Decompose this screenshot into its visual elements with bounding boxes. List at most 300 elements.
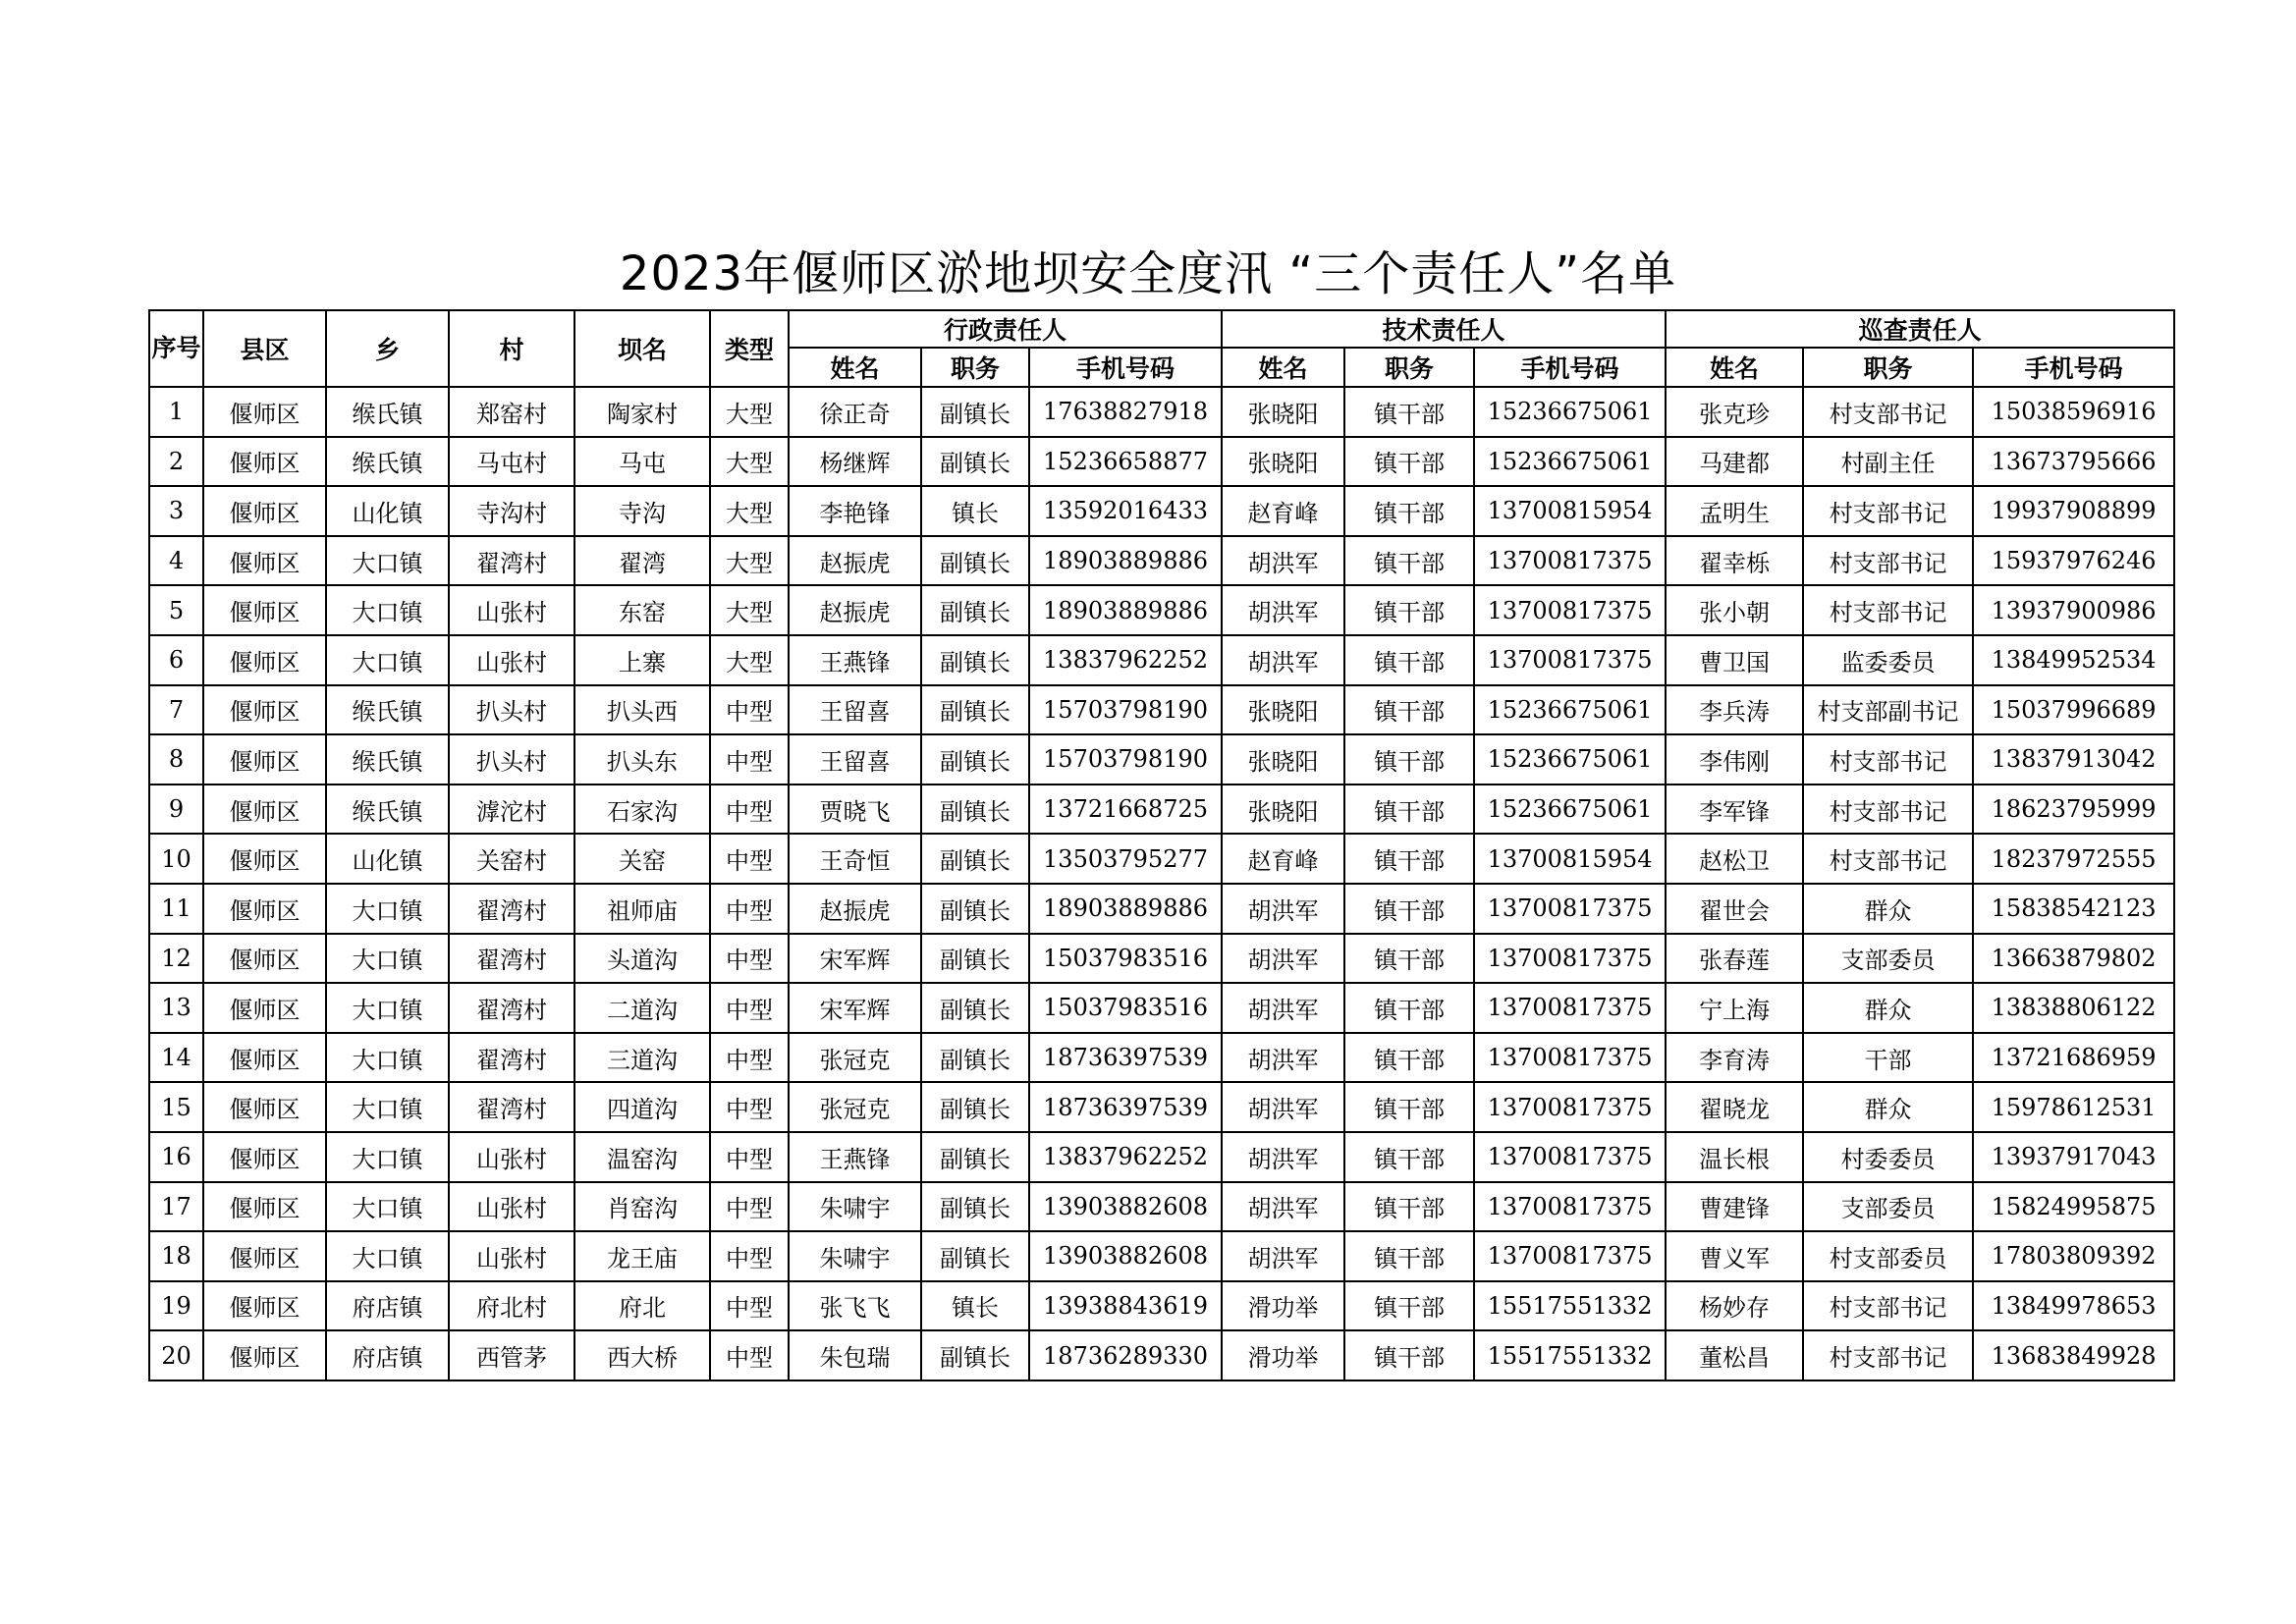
cell-tech-position: 镇干部: [1344, 685, 1474, 735]
cell-admin-name: 王奇恒: [789, 834, 921, 884]
cell-town: 缑氏镇: [326, 437, 449, 487]
cell-tech-phone: 15236675061: [1474, 387, 1666, 437]
table-row: [149, 635, 2174, 685]
cell-admin-position: 副镇长: [921, 1132, 1029, 1182]
cell-dam-name: 上寨: [574, 635, 710, 685]
cell-town: 缑氏镇: [326, 387, 449, 437]
cell-village: 郑窑村: [449, 387, 574, 437]
cell-county: 偃师区: [203, 536, 326, 586]
cell-tech-position: 镇干部: [1344, 635, 1474, 685]
cell-patrol-phone: 13937917043: [1973, 1132, 2174, 1182]
cell-county: 偃师区: [203, 1033, 326, 1083]
cell-patrol-position: 支部委员: [1803, 1182, 1973, 1232]
cell-tech-name: 胡洪军: [1222, 1182, 1344, 1232]
cell-dam-name: 龙王庙: [574, 1231, 710, 1281]
cell-town: 缑氏镇: [326, 785, 449, 835]
cell-patrol-name: 宁上海: [1666, 983, 1803, 1033]
cell-patrol-position: 村支部书记: [1803, 536, 1973, 586]
cell-county: 偃师区: [203, 734, 326, 785]
cell-dam-name: 头道沟: [574, 934, 710, 984]
cell-admin-phone: 15703798190: [1029, 685, 1222, 735]
cell-patrol-phone: 18623795999: [1973, 785, 2174, 835]
cell-dam-name: 东窑: [574, 585, 710, 635]
cell-dam-type: 中型: [710, 1033, 789, 1083]
cell-patrol-name: 张春莲: [1666, 934, 1803, 984]
table-row: [149, 585, 2174, 635]
cell-patrol-name: 翟晓龙: [1666, 1082, 1803, 1132]
table-row: [149, 387, 2174, 437]
cell-tech-position: 镇干部: [1344, 536, 1474, 586]
cell-dam-type: 中型: [710, 1330, 789, 1380]
cell-dam-name: 寺沟: [574, 486, 710, 536]
header-tech-phone: 手机号码: [1474, 348, 1666, 387]
cell-county: 偃师区: [203, 486, 326, 536]
cell-dam-type: 中型: [710, 1182, 789, 1232]
table-row: [149, 1033, 2174, 1083]
cell-admin-position: 副镇长: [921, 1231, 1029, 1281]
cell-admin-phone: 13503795277: [1029, 834, 1222, 884]
cell-tech-phone: 13700817375: [1474, 1132, 1666, 1182]
cell-patrol-name: 李兵涛: [1666, 685, 1803, 735]
cell-tech-phone: 13700817375: [1474, 1033, 1666, 1083]
cell-admin-phone: 18903889886: [1029, 536, 1222, 586]
cell-admin-position: 副镇长: [921, 1330, 1029, 1380]
cell-admin-phone: 13903882608: [1029, 1182, 1222, 1232]
cell-village: 关窑村: [449, 834, 574, 884]
cell-admin-name: 张冠克: [789, 1033, 921, 1083]
cell-admin-phone: 13938843619: [1029, 1281, 1222, 1331]
cell-patrol-position: 村支部书记: [1803, 785, 1973, 835]
cell-tech-position: 镇干部: [1344, 486, 1474, 536]
cell-tech-position: 镇干部: [1344, 834, 1474, 884]
cell-admin-name: 宋军辉: [789, 983, 921, 1033]
cell-admin-position: 副镇长: [921, 1082, 1029, 1132]
cell-admin-name: 王燕锋: [789, 1132, 921, 1182]
cell-dam-name: 关窑: [574, 834, 710, 884]
cell-tech-phone: 13700817375: [1474, 1182, 1666, 1232]
cell-seq: 15: [149, 1082, 203, 1132]
cell-patrol-phone: 17803809392: [1973, 1231, 2174, 1281]
cell-tech-name: 赵育峰: [1222, 486, 1344, 536]
cell-patrol-name: 赵松卫: [1666, 834, 1803, 884]
cell-admin-position: 副镇长: [921, 983, 1029, 1033]
cell-seq: 9: [149, 785, 203, 835]
cell-town: 大口镇: [326, 1033, 449, 1083]
cell-patrol-name: 曹卫国: [1666, 635, 1803, 685]
cell-village: 翟湾村: [449, 884, 574, 934]
cell-seq: 2: [149, 437, 203, 487]
cell-tech-phone: 13700817375: [1474, 983, 1666, 1033]
cell-county: 偃师区: [203, 983, 326, 1033]
cell-tech-name: 胡洪军: [1222, 1033, 1344, 1083]
cell-county: 偃师区: [203, 785, 326, 835]
cell-patrol-name: 温长根: [1666, 1132, 1803, 1182]
cell-admin-name: 张冠克: [789, 1082, 921, 1132]
cell-admin-phone: 15703798190: [1029, 734, 1222, 785]
cell-tech-position: 镇干部: [1344, 437, 1474, 487]
cell-dam-name: 二道沟: [574, 983, 710, 1033]
cell-tech-position: 镇干部: [1344, 734, 1474, 785]
cell-town: 大口镇: [326, 934, 449, 984]
cell-admin-phone: 18903889886: [1029, 585, 1222, 635]
header-admin-group: 行政责任人: [789, 310, 1222, 348]
responsibility-table: [148, 309, 2175, 1381]
cell-admin-name: 赵振虎: [789, 884, 921, 934]
cell-county: 偃师区: [203, 934, 326, 984]
cell-town: 府店镇: [326, 1330, 449, 1380]
cell-patrol-name: 翟幸栎: [1666, 536, 1803, 586]
cell-dam-name: 温窑沟: [574, 1132, 710, 1182]
cell-dam-type: 中型: [710, 834, 789, 884]
cell-village: 翟湾村: [449, 1082, 574, 1132]
cell-tech-position: 镇干部: [1344, 1182, 1474, 1232]
cell-village: 翟湾村: [449, 1033, 574, 1083]
cell-patrol-position: 村支部书记: [1803, 734, 1973, 785]
cell-patrol-phone: 15838542123: [1973, 884, 2174, 934]
cell-patrol-name: 杨妙存: [1666, 1281, 1803, 1331]
cell-admin-phone: 15236658877: [1029, 437, 1222, 487]
cell-patrol-phone: 15037996689: [1973, 685, 2174, 735]
cell-tech-phone: 13700817375: [1474, 1082, 1666, 1132]
cell-patrol-position: 群众: [1803, 983, 1973, 1033]
table-row: [149, 1182, 2174, 1232]
cell-patrol-phone: 13937900986: [1973, 585, 2174, 635]
cell-tech-phone: 13700815954: [1474, 486, 1666, 536]
cell-patrol-phone: 13721686959: [1973, 1033, 2174, 1083]
cell-dam-type: 中型: [710, 884, 789, 934]
cell-tech-phone: 13700817375: [1474, 934, 1666, 984]
cell-tech-position: 镇干部: [1344, 585, 1474, 635]
cell-patrol-position: 监委委员: [1803, 635, 1973, 685]
cell-patrol-name: 曹义军: [1666, 1231, 1803, 1281]
cell-admin-position: 副镇长: [921, 536, 1029, 586]
cell-patrol-name: 张小朝: [1666, 585, 1803, 635]
cell-seq: 17: [149, 1182, 203, 1232]
table-row: [149, 437, 2174, 487]
cell-patrol-phone: 15824995875: [1973, 1182, 2174, 1232]
cell-tech-name: 张晓阳: [1222, 685, 1344, 735]
cell-tech-name: 胡洪军: [1222, 1082, 1344, 1132]
cell-tech-name: 胡洪军: [1222, 983, 1344, 1033]
cell-admin-position: 副镇长: [921, 437, 1029, 487]
cell-seq: 3: [149, 486, 203, 536]
cell-admin-position: 镇长: [921, 1281, 1029, 1331]
cell-village: 翟湾村: [449, 536, 574, 586]
table-row: [149, 685, 2174, 735]
cell-seq: 8: [149, 734, 203, 785]
cell-county: 偃师区: [203, 1182, 326, 1232]
cell-admin-name: 徐正奇: [789, 387, 921, 437]
cell-town: 大口镇: [326, 1182, 449, 1232]
cell-patrol-position: 村支部书记: [1803, 486, 1973, 536]
header-village: 村: [449, 310, 574, 387]
cell-tech-position: 镇干部: [1344, 1082, 1474, 1132]
cell-admin-phone: 17638827918: [1029, 387, 1222, 437]
cell-tech-phone: 15236675061: [1474, 785, 1666, 835]
cell-patrol-position: 村委委员: [1803, 1132, 1973, 1182]
cell-patrol-phone: 18237972555: [1973, 834, 2174, 884]
table-row: [149, 934, 2174, 984]
cell-admin-name: 赵振虎: [789, 585, 921, 635]
cell-town: 缑氏镇: [326, 685, 449, 735]
cell-village: 西管茅: [449, 1330, 574, 1380]
cell-patrol-position: 村支部书记: [1803, 1330, 1973, 1380]
cell-tech-phone: 13700817375: [1474, 1231, 1666, 1281]
cell-tech-name: 滑功举: [1222, 1330, 1344, 1380]
cell-village: 扒头村: [449, 734, 574, 785]
cell-tech-phone: 13700817375: [1474, 585, 1666, 635]
cell-patrol-name: 马建都: [1666, 437, 1803, 487]
cell-admin-position: 副镇长: [921, 387, 1029, 437]
cell-village: 翟湾村: [449, 983, 574, 1033]
header-admin-phone: 手机号码: [1029, 348, 1222, 387]
cell-tech-position: 镇干部: [1344, 1132, 1474, 1182]
cell-town: 大口镇: [326, 1231, 449, 1281]
table-row: [149, 486, 2174, 536]
cell-admin-name: 朱啸宇: [789, 1231, 921, 1281]
cell-admin-position: 副镇长: [921, 834, 1029, 884]
cell-admin-position: 副镇长: [921, 1182, 1029, 1232]
table-row: [149, 983, 2174, 1033]
cell-seq: 19: [149, 1281, 203, 1331]
cell-dam-name: 四道沟: [574, 1082, 710, 1132]
cell-town: 山化镇: [326, 834, 449, 884]
cell-patrol-name: 张克珍: [1666, 387, 1803, 437]
cell-patrol-position: 村支部委员: [1803, 1231, 1973, 1281]
cell-tech-phone: 15517551332: [1474, 1330, 1666, 1380]
cell-patrol-name: 翟世会: [1666, 884, 1803, 934]
cell-tech-name: 胡洪军: [1222, 884, 1344, 934]
cell-dam-type: 大型: [710, 536, 789, 586]
cell-dam-type: 中型: [710, 785, 789, 835]
cell-admin-position: 副镇长: [921, 635, 1029, 685]
header-admin-name: 姓名: [789, 348, 921, 387]
cell-patrol-position: 村支部书记: [1803, 1281, 1973, 1331]
cell-tech-name: 张晓阳: [1222, 437, 1344, 487]
table-row: [149, 785, 2174, 835]
cell-admin-name: 朱啸宇: [789, 1182, 921, 1232]
cell-dam-type: 中型: [710, 1082, 789, 1132]
cell-tech-name: 胡洪军: [1222, 1231, 1344, 1281]
cell-village: 山张村: [449, 1132, 574, 1182]
cell-tech-phone: 13700815954: [1474, 834, 1666, 884]
cell-patrol-phone: 15978612531: [1973, 1082, 2174, 1132]
table-row: [149, 1231, 2174, 1281]
cell-admin-position: 副镇长: [921, 685, 1029, 735]
cell-admin-phone: 13837962252: [1029, 635, 1222, 685]
header-patrol-phone: 手机号码: [1973, 348, 2174, 387]
cell-admin-position: 副镇长: [921, 934, 1029, 984]
document-title: 2023年偃师区淤地坝安全度汛 “三个责任人”名单: [619, 246, 1677, 301]
header-admin-position: 职务: [921, 348, 1029, 387]
cell-town: 大口镇: [326, 536, 449, 586]
cell-seq: 20: [149, 1330, 203, 1380]
header-seq: 序号: [149, 310, 203, 387]
cell-dam-name: 三道沟: [574, 1033, 710, 1083]
cell-tech-position: 镇干部: [1344, 1281, 1474, 1331]
cell-dam-name: 肖窑沟: [574, 1182, 710, 1232]
cell-dam-name: 府北: [574, 1281, 710, 1331]
cell-patrol-name: 李军锋: [1666, 785, 1803, 835]
cell-village: 府北村: [449, 1281, 574, 1331]
cell-dam-name: 西大桥: [574, 1330, 710, 1380]
cell-seq: 10: [149, 834, 203, 884]
cell-admin-name: 王留喜: [789, 685, 921, 735]
cell-dam-name: 马屯: [574, 437, 710, 487]
cell-tech-phone: 15236675061: [1474, 685, 1666, 735]
cell-dam-name: 扒头东: [574, 734, 710, 785]
cell-dam-type: 大型: [710, 387, 789, 437]
header-patrol-group: 巡查责任人: [1666, 310, 2174, 348]
cell-admin-position: 镇长: [921, 486, 1029, 536]
cell-admin-name: 贾晓飞: [789, 785, 921, 835]
cell-admin-name: 宋军辉: [789, 934, 921, 984]
cell-village: 山张村: [449, 1231, 574, 1281]
cell-admin-name: 王燕锋: [789, 635, 921, 685]
cell-tech-phone: 15236675061: [1474, 734, 1666, 785]
cell-tech-position: 镇干部: [1344, 387, 1474, 437]
cell-tech-name: 张晓阳: [1222, 785, 1344, 835]
cell-tech-phone: 15517551332: [1474, 1281, 1666, 1331]
cell-county: 偃师区: [203, 884, 326, 934]
cell-county: 偃师区: [203, 635, 326, 685]
cell-patrol-position: 群众: [1803, 884, 1973, 934]
cell-tech-position: 镇干部: [1344, 884, 1474, 934]
cell-admin-name: 王留喜: [789, 734, 921, 785]
cell-patrol-position: 支部委员: [1803, 934, 1973, 984]
cell-dam-type: 大型: [710, 486, 789, 536]
cell-tech-phone: 13700817375: [1474, 884, 1666, 934]
cell-village: 翟湾村: [449, 934, 574, 984]
cell-dam-name: 石家沟: [574, 785, 710, 835]
cell-dam-type: 中型: [710, 1231, 789, 1281]
table-row: [149, 536, 2174, 586]
cell-patrol-name: 曹建锋: [1666, 1182, 1803, 1232]
cell-village: 扒头村: [449, 685, 574, 735]
header-dam: 坝名: [574, 310, 710, 387]
cell-patrol-name: 孟明生: [1666, 486, 1803, 536]
cell-dam-type: 中型: [710, 685, 789, 735]
table-row: [149, 834, 2174, 884]
cell-admin-phone: 18736397539: [1029, 1033, 1222, 1083]
cell-admin-position: 副镇长: [921, 884, 1029, 934]
cell-tech-position: 镇干部: [1344, 1231, 1474, 1281]
cell-dam-name: 翟湾: [574, 536, 710, 586]
header-tech-name: 姓名: [1222, 348, 1344, 387]
cell-admin-phone: 15037983516: [1029, 983, 1222, 1033]
cell-dam-type: 中型: [710, 983, 789, 1033]
cell-patrol-phone: 19937908899: [1973, 486, 2174, 536]
cell-seq: 7: [149, 685, 203, 735]
cell-dam-type: 中型: [710, 734, 789, 785]
cell-patrol-phone: 15038596916: [1973, 387, 2174, 437]
cell-town: 府店镇: [326, 1281, 449, 1331]
header-tech-group: 技术责任人: [1222, 310, 1666, 348]
cell-patrol-phone: 13838806122: [1973, 983, 2174, 1033]
cell-tech-name: 胡洪军: [1222, 585, 1344, 635]
table-row: [149, 1330, 2174, 1380]
cell-admin-phone: 13837962252: [1029, 1132, 1222, 1182]
cell-seq: 1: [149, 387, 203, 437]
cell-dam-type: 大型: [710, 437, 789, 487]
cell-village: 山张村: [449, 635, 574, 685]
cell-town: 大口镇: [326, 1132, 449, 1182]
cell-village: 寺沟村: [449, 486, 574, 536]
cell-admin-name: 李艳锋: [789, 486, 921, 536]
cell-tech-name: 赵育峰: [1222, 834, 1344, 884]
cell-county: 偃师区: [203, 1281, 326, 1331]
cell-dam-name: 扒头西: [574, 685, 710, 735]
cell-patrol-position: 村支部副书记: [1803, 685, 1973, 735]
cell-admin-phone: 18903889886: [1029, 884, 1222, 934]
cell-county: 偃师区: [203, 1330, 326, 1380]
cell-admin-position: 副镇长: [921, 1033, 1029, 1083]
cell-tech-name: 胡洪军: [1222, 635, 1344, 685]
cell-admin-name: 杨继辉: [789, 437, 921, 487]
cell-tech-position: 镇干部: [1344, 1033, 1474, 1083]
cell-tech-name: 滑功举: [1222, 1281, 1344, 1331]
cell-village: 山张村: [449, 585, 574, 635]
table-row: [149, 884, 2174, 934]
cell-town: 大口镇: [326, 983, 449, 1033]
cell-admin-position: 副镇长: [921, 734, 1029, 785]
cell-patrol-phone: 15937976246: [1973, 536, 2174, 586]
cell-town: 山化镇: [326, 486, 449, 536]
cell-dam-type: 大型: [710, 585, 789, 635]
cell-tech-phone: 15236675061: [1474, 437, 1666, 487]
cell-patrol-phone: 13683849928: [1973, 1330, 2174, 1380]
cell-admin-phone: 13592016433: [1029, 486, 1222, 536]
cell-patrol-position: 干部: [1803, 1033, 1973, 1083]
cell-tech-name: 张晓阳: [1222, 734, 1344, 785]
table-row: [149, 734, 2174, 785]
cell-patrol-phone: 13673795666: [1973, 437, 2174, 487]
header-type: 类型: [710, 310, 789, 387]
cell-patrol-position: 村副主任: [1803, 437, 1973, 487]
cell-seq: 18: [149, 1231, 203, 1281]
cell-town: 缑氏镇: [326, 734, 449, 785]
table-header: [149, 310, 2174, 387]
cell-county: 偃师区: [203, 437, 326, 487]
cell-dam-type: 大型: [710, 635, 789, 685]
cell-village: 山张村: [449, 1182, 574, 1232]
cell-patrol-phone: 13849952534: [1973, 635, 2174, 685]
table-row: [149, 1281, 2174, 1331]
cell-tech-position: 镇干部: [1344, 785, 1474, 835]
cell-patrol-name: 董松昌: [1666, 1330, 1803, 1380]
cell-tech-name: 胡洪军: [1222, 536, 1344, 586]
cell-seq: 11: [149, 884, 203, 934]
table-body: [149, 387, 2174, 1380]
cell-dam-name: 陶家村: [574, 387, 710, 437]
cell-seq: 16: [149, 1132, 203, 1182]
cell-tech-phone: 13700817375: [1474, 635, 1666, 685]
cell-dam-type: 中型: [710, 1132, 789, 1182]
cell-admin-phone: 18736397539: [1029, 1082, 1222, 1132]
cell-seq: 13: [149, 983, 203, 1033]
cell-town: 大口镇: [326, 884, 449, 934]
cell-seq: 14: [149, 1033, 203, 1083]
cell-seq: 4: [149, 536, 203, 586]
cell-seq: 5: [149, 585, 203, 635]
cell-tech-name: 胡洪军: [1222, 1132, 1344, 1182]
cell-county: 偃师区: [203, 1132, 326, 1182]
cell-tech-name: 张晓阳: [1222, 387, 1344, 437]
cell-patrol-phone: 13837913042: [1973, 734, 2174, 785]
cell-seq: 12: [149, 934, 203, 984]
table-row: [149, 1132, 2174, 1182]
cell-admin-name: 朱包瑞: [789, 1330, 921, 1380]
